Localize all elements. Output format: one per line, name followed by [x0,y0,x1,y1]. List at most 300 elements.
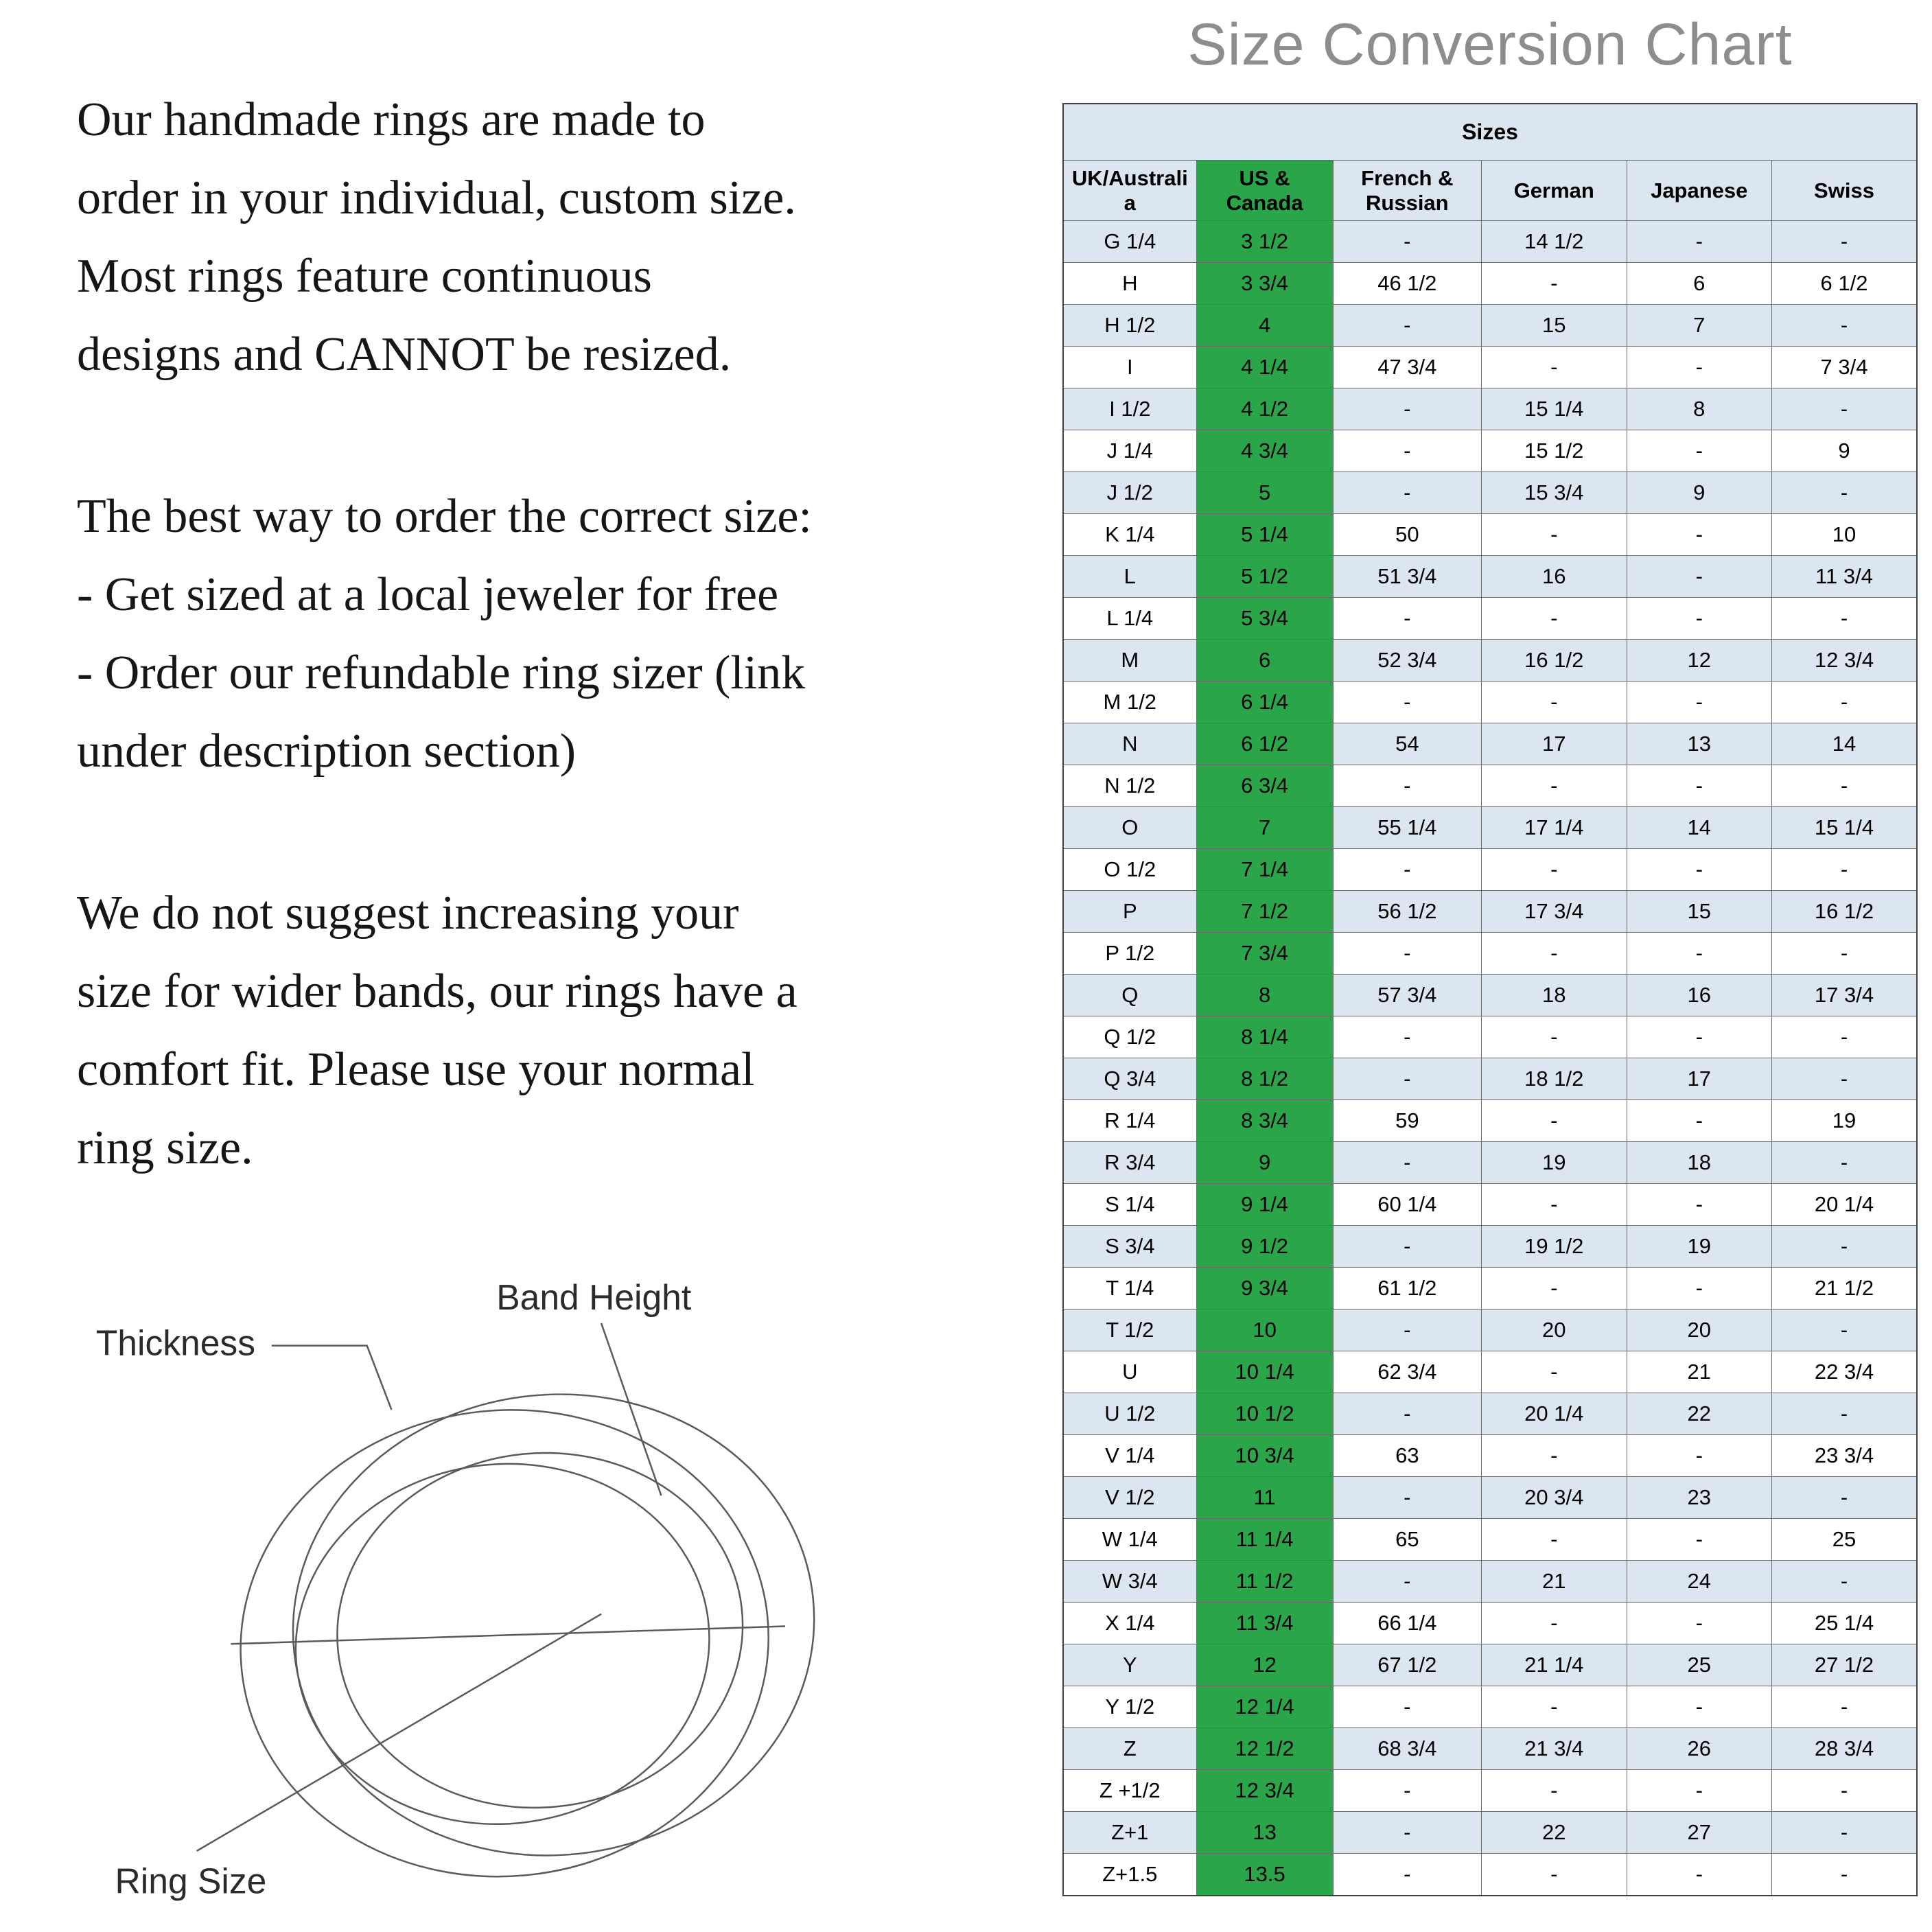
table-row [1063,1603,1917,1644]
table-cell: I [1063,347,1196,388]
table-cell: 25 [1771,1519,1917,1561]
table-cell: - [1771,1226,1917,1268]
text-line: under description section) [77,725,577,778]
page-title: Size Conversion Chart [1187,12,1793,78]
table-row [1063,1226,1917,1268]
table-cell: 19 [1627,1226,1771,1268]
table-cell: - [1627,1686,1771,1728]
table-cell: O 1/2 [1063,849,1196,891]
table-cell: Q 3/4 [1063,1058,1196,1100]
table-cell: Z [1063,1728,1196,1770]
table-cell: 15 1/4 [1771,807,1917,849]
table-cell: W 1/4 [1063,1519,1196,1561]
table-cell: 6 [1196,640,1333,682]
table-cell: - [1627,682,1771,723]
table-cell: 19 1/2 [1482,1226,1627,1268]
table-row [1063,849,1917,891]
table-cell: 13.5 [1196,1854,1333,1896]
table-row [1063,472,1917,514]
table-cell: - [1333,472,1481,514]
table-row [1063,305,1917,347]
table-cell: 20 1/4 [1482,1393,1627,1435]
table-cell: 16 1/2 [1482,640,1627,682]
table-cell: - [1482,514,1627,556]
table-cell: - [1482,933,1627,975]
table-row [1063,1686,1917,1728]
table-cell: 55 1/4 [1333,807,1481,849]
table-cell: - [1333,1310,1481,1351]
table-cell: - [1771,1058,1917,1100]
table-cell: 21 [1482,1561,1627,1603]
table-cell: K 1/4 [1063,514,1196,556]
table-row [1063,1351,1917,1393]
table-cell: L [1063,556,1196,598]
table-cell: - [1333,933,1481,975]
table-row [1063,221,1917,263]
table-cell: 50 [1333,514,1481,556]
table-row [1063,1770,1917,1812]
table-cell: 46 1/2 [1333,263,1481,305]
table-cell: - [1627,1770,1771,1812]
table-cell: 63 [1333,1435,1481,1477]
table-cell: 3 1/2 [1196,221,1333,263]
table-cell: 56 1/2 [1333,891,1481,933]
table-cell: 19 [1482,1142,1627,1184]
table-cell: L 1/4 [1063,598,1196,640]
table-cell: G 1/4 [1063,221,1196,263]
table-cell: 20 [1627,1310,1771,1351]
table-row [1063,1812,1917,1854]
table-cell: - [1771,1770,1917,1812]
table-cell: 17 [1627,1058,1771,1100]
intro-paragraph [77,81,1065,394]
ring-inner-ellipse [320,1433,760,1828]
table-cell: 11 3/4 [1771,556,1917,598]
table-cell: - [1627,347,1771,388]
table-cell: - [1771,682,1917,723]
table-cell: - [1771,1477,1917,1519]
thickness-pointer-line [272,1346,392,1410]
table-cell: - [1333,1854,1481,1896]
table-cell: 65 [1333,1519,1481,1561]
table-cell: Z+1.5 [1063,1854,1196,1896]
table-cell: 15 1/4 [1482,388,1627,430]
table-cell: 16 [1482,556,1627,598]
table-cell: 11 1/4 [1196,1519,1333,1561]
table-cell: 22 3/4 [1771,1351,1917,1393]
table-cell: - [1627,598,1771,640]
table-cell: - [1482,765,1627,807]
table-cell: N 1/2 [1063,765,1196,807]
table-cell: W 3/4 [1063,1561,1196,1603]
table-cell: - [1482,1184,1627,1226]
ring-inner-ellipse-2 [278,1443,728,1844]
table-cell: - [1627,1100,1771,1142]
table-row [1063,1268,1917,1310]
column-header-2: French & Russian [1333,161,1481,221]
table-cell: 10 3/4 [1196,1435,1333,1477]
table-row [1063,807,1917,849]
table-cell: 21 3/4 [1482,1728,1627,1770]
table-cell: - [1482,1686,1627,1728]
table-cell: - [1482,1854,1627,1896]
table-cell: 14 [1627,807,1771,849]
table-cell: - [1333,1142,1481,1184]
table-cell: 9 [1196,1142,1333,1184]
table-cell: - [1482,1435,1627,1477]
table-row [1063,1561,1917,1603]
table-cell: - [1333,765,1481,807]
table-row [1063,1058,1917,1100]
table-cell: 6 3/4 [1196,765,1333,807]
table-cell: 14 [1771,723,1917,765]
table-cell: 17 [1482,723,1627,765]
table-cell: 7 3/4 [1196,933,1333,975]
table-row [1063,1728,1917,1770]
table-cell: V 1/4 [1063,1435,1196,1477]
table-row [1063,514,1917,556]
table-cell: 6 1/2 [1196,723,1333,765]
table-cell: 67 1/2 [1333,1644,1481,1686]
table-cell: - [1482,682,1627,723]
table-cell: - [1627,514,1771,556]
table-cell: - [1771,1854,1917,1896]
table-cell: - [1482,347,1627,388]
table-head [1063,104,1917,221]
table-cell: 4 [1196,305,1333,347]
table-cell: 6 1/2 [1771,263,1917,305]
text-line: size for wider bands, our rings have a [77,965,798,1018]
table-cell: - [1333,1770,1481,1812]
table-cell: 9 3/4 [1196,1268,1333,1310]
table-cell: 9 [1627,472,1771,514]
table-cell: - [1627,849,1771,891]
table-cell: 47 3/4 [1333,347,1481,388]
text-line: comfort fit. Please use your normal [77,1043,755,1096]
table-cell: 17 1/4 [1482,807,1627,849]
table-cell: U 1/2 [1063,1393,1196,1435]
table-cell: - [1482,1351,1627,1393]
table-row [1063,430,1917,472]
table-cell: 8 1/4 [1196,1016,1333,1058]
table-body [1063,221,1917,1896]
table-cell: - [1627,1268,1771,1310]
table-cell: 7 1/2 [1196,891,1333,933]
info-text-block [77,81,1065,1271]
table-cell: - [1771,849,1917,891]
table-cell: 12 [1196,1644,1333,1686]
table-cell: - [1627,1519,1771,1561]
table-cell: 17 3/4 [1482,891,1627,933]
table-cell: 11 3/4 [1196,1603,1333,1644]
table-cell: P 1/2 [1063,933,1196,975]
table-cell: M 1/2 [1063,682,1196,723]
table-cell: 3 3/4 [1196,263,1333,305]
table-cell: R 3/4 [1063,1142,1196,1184]
table-cell: Z +1/2 [1063,1770,1196,1812]
table-row [1063,556,1917,598]
table-cell: - [1333,1812,1481,1854]
table-cell: 21 1/4 [1482,1644,1627,1686]
table-cell: 5 3/4 [1196,598,1333,640]
table-cell: - [1627,1603,1771,1644]
text-line: order in your individual, custom size. [77,172,796,224]
text-line: designs and CANNOT be resized. [77,328,732,381]
table-cell: - [1482,1016,1627,1058]
sizing-advice-paragraph [77,874,1065,1187]
table-cell: - [1333,1686,1481,1728]
table-row [1063,891,1917,933]
table-cell: 10 [1771,514,1917,556]
table-cell: 19 [1771,1100,1917,1142]
table-cell: 27 [1627,1812,1771,1854]
band-height-label: Band Height [496,1277,692,1318]
table-cell: - [1771,1142,1917,1184]
table-cell: 24 [1627,1561,1771,1603]
column-header-5: Swiss [1771,161,1917,221]
table-cell: - [1627,221,1771,263]
table-cell: - [1771,1393,1917,1435]
table-cell: - [1482,1770,1627,1812]
table-cell: 6 1/4 [1196,682,1333,723]
column-header-1: US & Canada [1196,161,1333,221]
table-cell: - [1771,1686,1917,1728]
table-cell: 15 [1627,891,1771,933]
table-cell: - [1333,221,1481,263]
table-row [1063,263,1917,305]
table-cell: 12 1/2 [1196,1728,1333,1770]
table-cell: 8 3/4 [1196,1100,1333,1142]
text-line: Most rings feature continuous [77,250,652,303]
table-cell: 25 1/4 [1771,1603,1917,1644]
table-cell: - [1627,1854,1771,1896]
table-cell: 23 3/4 [1771,1435,1917,1477]
table-cell: 26 [1627,1728,1771,1770]
table-cell: - [1771,1812,1917,1854]
table-cell: 11 [1196,1477,1333,1519]
table-cell: 15 1/2 [1482,430,1627,472]
text-line: We do not suggest increasing your [77,887,739,940]
table-cell: - [1333,1561,1481,1603]
table-cell: 18 [1627,1142,1771,1184]
table-row [1063,682,1917,723]
table-cell: 27 1/2 [1771,1644,1917,1686]
table-cell: 10 1/4 [1196,1351,1333,1393]
table-cell: - [1771,472,1917,514]
table-cell: X 1/4 [1063,1603,1196,1644]
table-row [1063,1477,1917,1519]
table-cell: 9 [1771,430,1917,472]
table-cell: 28 3/4 [1771,1728,1917,1770]
table-cell: H [1063,263,1196,305]
table-cell: 21 [1627,1351,1771,1393]
table-cell: 10 1/2 [1196,1393,1333,1435]
table-cell: - [1333,1393,1481,1435]
table-cell: 51 3/4 [1333,556,1481,598]
table-cell: 6 [1627,263,1771,305]
table-cell: Z+1 [1063,1812,1196,1854]
table-row [1063,723,1917,765]
table-cell: - [1333,598,1481,640]
table-cell: - [1482,598,1627,640]
table-cell: - [1627,933,1771,975]
table-cell: 52 3/4 [1333,640,1481,682]
table-cell: - [1627,1435,1771,1477]
table-cell: - [1771,1561,1917,1603]
table-row [1063,388,1917,430]
table-row [1063,598,1917,640]
table-cell: - [1627,1016,1771,1058]
table-row [1063,1142,1917,1184]
table-cell: - [1771,1016,1917,1058]
table-row [1063,1100,1917,1142]
table-cell: 61 1/2 [1333,1268,1481,1310]
table-cell: 8 1/2 [1196,1058,1333,1100]
table-cell: 20 3/4 [1482,1477,1627,1519]
table-cell: 68 3/4 [1333,1728,1481,1770]
table-row [1063,1644,1917,1686]
text-line: ring size. [77,1121,253,1174]
table-cell: - [1333,682,1481,723]
table-cell: - [1771,765,1917,807]
table-cell: T 1/4 [1063,1268,1196,1310]
table-cell: - [1482,1268,1627,1310]
table-cell: - [1482,1100,1627,1142]
table-cell: R 1/4 [1063,1100,1196,1142]
table-cell: 57 3/4 [1333,975,1481,1016]
table-cell: - [1771,221,1917,263]
text-line: The best way to order the correct size: [77,490,812,543]
table-cell: 4 3/4 [1196,430,1333,472]
table-row [1063,1854,1917,1896]
table-cell: 59 [1333,1100,1481,1142]
table-cell: 12 3/4 [1196,1770,1333,1812]
text-line: - Get sized at a local jeweler for free [77,568,779,621]
table-cell: - [1771,933,1917,975]
table-row [1063,1519,1917,1561]
table-cell: Y 1/2 [1063,1686,1196,1728]
table-cell: V 1/2 [1063,1477,1196,1519]
table-cell: 7 3/4 [1771,347,1917,388]
table-cell: 18 [1482,975,1627,1016]
table-cell: S 1/4 [1063,1184,1196,1226]
table-cell: 12 1/4 [1196,1686,1333,1728]
table-cell: Y [1063,1644,1196,1686]
table-row [1063,1435,1917,1477]
table-cell: 16 1/2 [1771,891,1917,933]
table-cell: O [1063,807,1196,849]
table-cell: 13 [1627,723,1771,765]
table-cell: - [1627,1184,1771,1226]
table-cell: 4 1/4 [1196,347,1333,388]
table-cell: P [1063,891,1196,933]
column-header-3: German [1482,161,1627,221]
table-cell: 14 1/2 [1482,221,1627,263]
table-cell: I 1/2 [1063,388,1196,430]
table-cell: 25 [1627,1644,1771,1686]
table-cell: 13 [1196,1812,1333,1854]
table-cell: 9 1/2 [1196,1226,1333,1268]
table-row [1063,975,1917,1016]
table-cell: 20 1/4 [1771,1184,1917,1226]
table-cell: - [1771,388,1917,430]
table-cell: J 1/2 [1063,472,1196,514]
table-caption: Sizes [1063,104,1917,161]
table-row [1063,640,1917,682]
table-cell: - [1771,305,1917,347]
table-cell: N [1063,723,1196,765]
table-cell: 8 [1196,975,1333,1016]
table-cell: 5 1/4 [1196,514,1333,556]
table-cell: 17 3/4 [1771,975,1917,1016]
table-cell: 16 [1627,975,1771,1016]
table-cell: 20 [1482,1310,1627,1351]
table-cell: - [1627,430,1771,472]
table-cell: 18 1/2 [1482,1058,1627,1100]
table-row [1063,1393,1917,1435]
sizing-instructions-paragraph [77,478,1065,791]
thickness-label: Thickness [95,1323,256,1363]
table-row [1063,347,1917,388]
table-cell: 62 3/4 [1333,1351,1481,1393]
column-header-0: UK/Australia [1063,161,1196,221]
table-cell: - [1333,849,1481,891]
table-cell: 15 3/4 [1482,472,1627,514]
table-cell: - [1333,305,1481,347]
table-cell: 60 1/4 [1333,1184,1481,1226]
column-header-4: Japanese [1627,161,1771,221]
table-cell: Q [1063,975,1196,1016]
table-cell: T 1/2 [1063,1310,1196,1351]
table-row [1063,1184,1917,1226]
table-cell: - [1771,1310,1917,1351]
table-cell: U [1063,1351,1196,1393]
table-cell: 54 [1333,723,1481,765]
table-cell: - [1333,1058,1481,1100]
table-row [1063,1016,1917,1058]
table-cell: 5 1/2 [1196,556,1333,598]
table-row [1063,933,1917,975]
table-cell: 11 1/2 [1196,1561,1333,1603]
table-cell: 66 1/4 [1333,1603,1481,1644]
table-cell: 7 [1627,305,1771,347]
table-cell: 22 [1482,1812,1627,1854]
table-cell: 5 [1196,472,1333,514]
table-cell: 21 1/2 [1771,1268,1917,1310]
table-cell: - [1333,388,1481,430]
table-cell: 22 [1627,1393,1771,1435]
table-cell: - [1333,1016,1481,1058]
table-cell: 9 1/4 [1196,1184,1333,1226]
table-cell: - [1627,765,1771,807]
table-cell: 4 1/2 [1196,388,1333,430]
table-cell: - [1482,1519,1627,1561]
table-cell: 12 3/4 [1771,640,1917,682]
table-cell: 7 [1196,807,1333,849]
text-line: - Order our refundable ring sizer (link [77,647,806,699]
table-cell: - [1627,556,1771,598]
diameter-line [231,1627,785,1644]
table-cell: J 1/4 [1063,430,1196,472]
table-cell: - [1333,430,1481,472]
table-cell: 10 [1196,1310,1333,1351]
table-cell: S 3/4 [1063,1226,1196,1268]
table-cell: 8 [1627,388,1771,430]
table-cell: 15 [1482,305,1627,347]
table-cell: - [1333,1226,1481,1268]
table-cell: - [1771,598,1917,640]
table-cell: - [1333,1477,1481,1519]
